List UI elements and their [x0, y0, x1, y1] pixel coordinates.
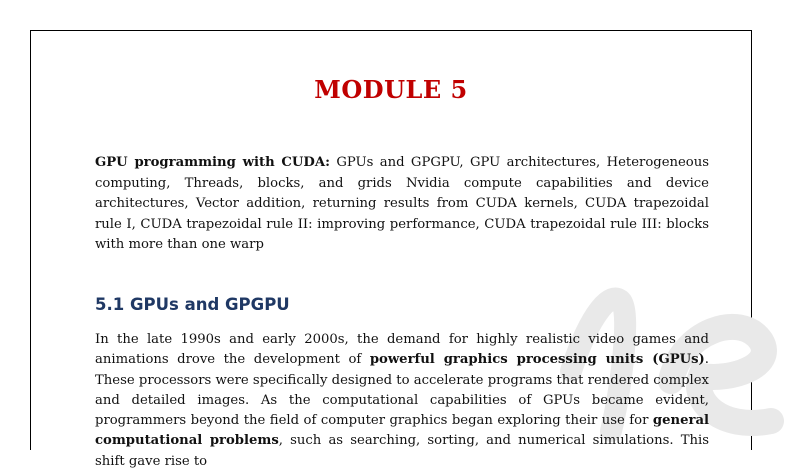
module-syllabus — [95, 153, 709, 256]
section-heading: 5.1 GPUs and GPGPU — [95, 295, 290, 314]
para-text-2: . These processors were specifically designed to accelerate programs that rendered complex and detailed images. As the computational capabilities of GPUs became evident, programmers beyond the field of computer graphics began exploring their use for — [95, 352, 709, 429]
document-page — [30, 30, 752, 469]
syllabus-lead: GPU programming with CUDA: — [95, 155, 330, 170]
para-text-1: In the late 1990s and early 2000s, the demand for highly realistic video games and animations drove the development of — [95, 332, 709, 368]
page-title: MODULE 5 — [314, 75, 468, 104]
para-bold-2: general computational problems — [95, 413, 709, 449]
para-bold-1: powerful graphics processing units (GPUs) — [369, 352, 705, 368]
syllabus-text: GPUs and GPGPU, GPU architectures, Heterogeneous computing, Threads, blocks, and grids Nvidia compute capabilities and device architectures, Vector addition, returning results from CUDA kernels, CUDA trapezoidal rule I, CUDA trapezoidal rule II: improving performance, CUDA trapezoidal rule III: blocks with more than one warp — [95, 155, 710, 252]
section-paragraph — [95, 330, 709, 472]
para-text-3: , such as searching, sorting, and numerical simulations. This shift gave rise to — [95, 433, 709, 469]
